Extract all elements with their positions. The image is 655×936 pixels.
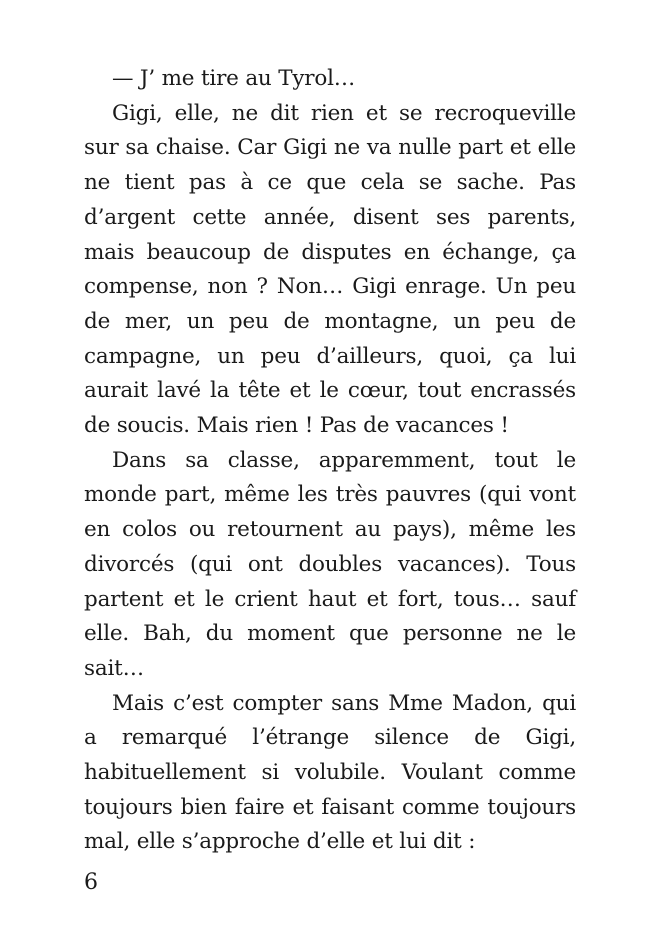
paragraph-gigi: Gigi, elle, ne dit rien et se recroqueville sur sa chaise. Car Gigi ne va nulle part et elle ne tient pas à ce que cela se sache. Pas d’argent cette année, disent ses parents, mais beaucoup de disputes en échange, ça compense, non ? Non… Gigi enrage. Un peu de mer, un peu de montagne, un peu de campagne, un peu d’ailleurs, quoi, ça lui aurait lavé la tête et le cœur, tout encrassés de soucis. Mais rien ! Pas de vacances ! bbox=[84, 100, 576, 439]
paragraph-dialogue: — J’ me tire au Tyrol… bbox=[112, 66, 356, 91]
page-number: 6 bbox=[84, 870, 98, 895]
paragraph-classe: Dans sa classe, apparemment, tout le monde part, même les très pauvres (qui vont en colos ou retournent au pays), même les divorcés (qui ont doubles vacances). Tous partent et le crient haut et fort, tous… sauf elle. Bah, du moment que personne ne le sait… bbox=[84, 447, 576, 681]
paragraph-madon: Mais c’est compter sans Mme Madon, qui a remarqué l’étrange silence de Gigi, habituellement si volubile. Voulant comme toujours bien faire et faisant comme toujours mal, elle s’approche d’elle et lui dit : bbox=[84, 690, 576, 855]
body-text bbox=[84, 62, 576, 860]
